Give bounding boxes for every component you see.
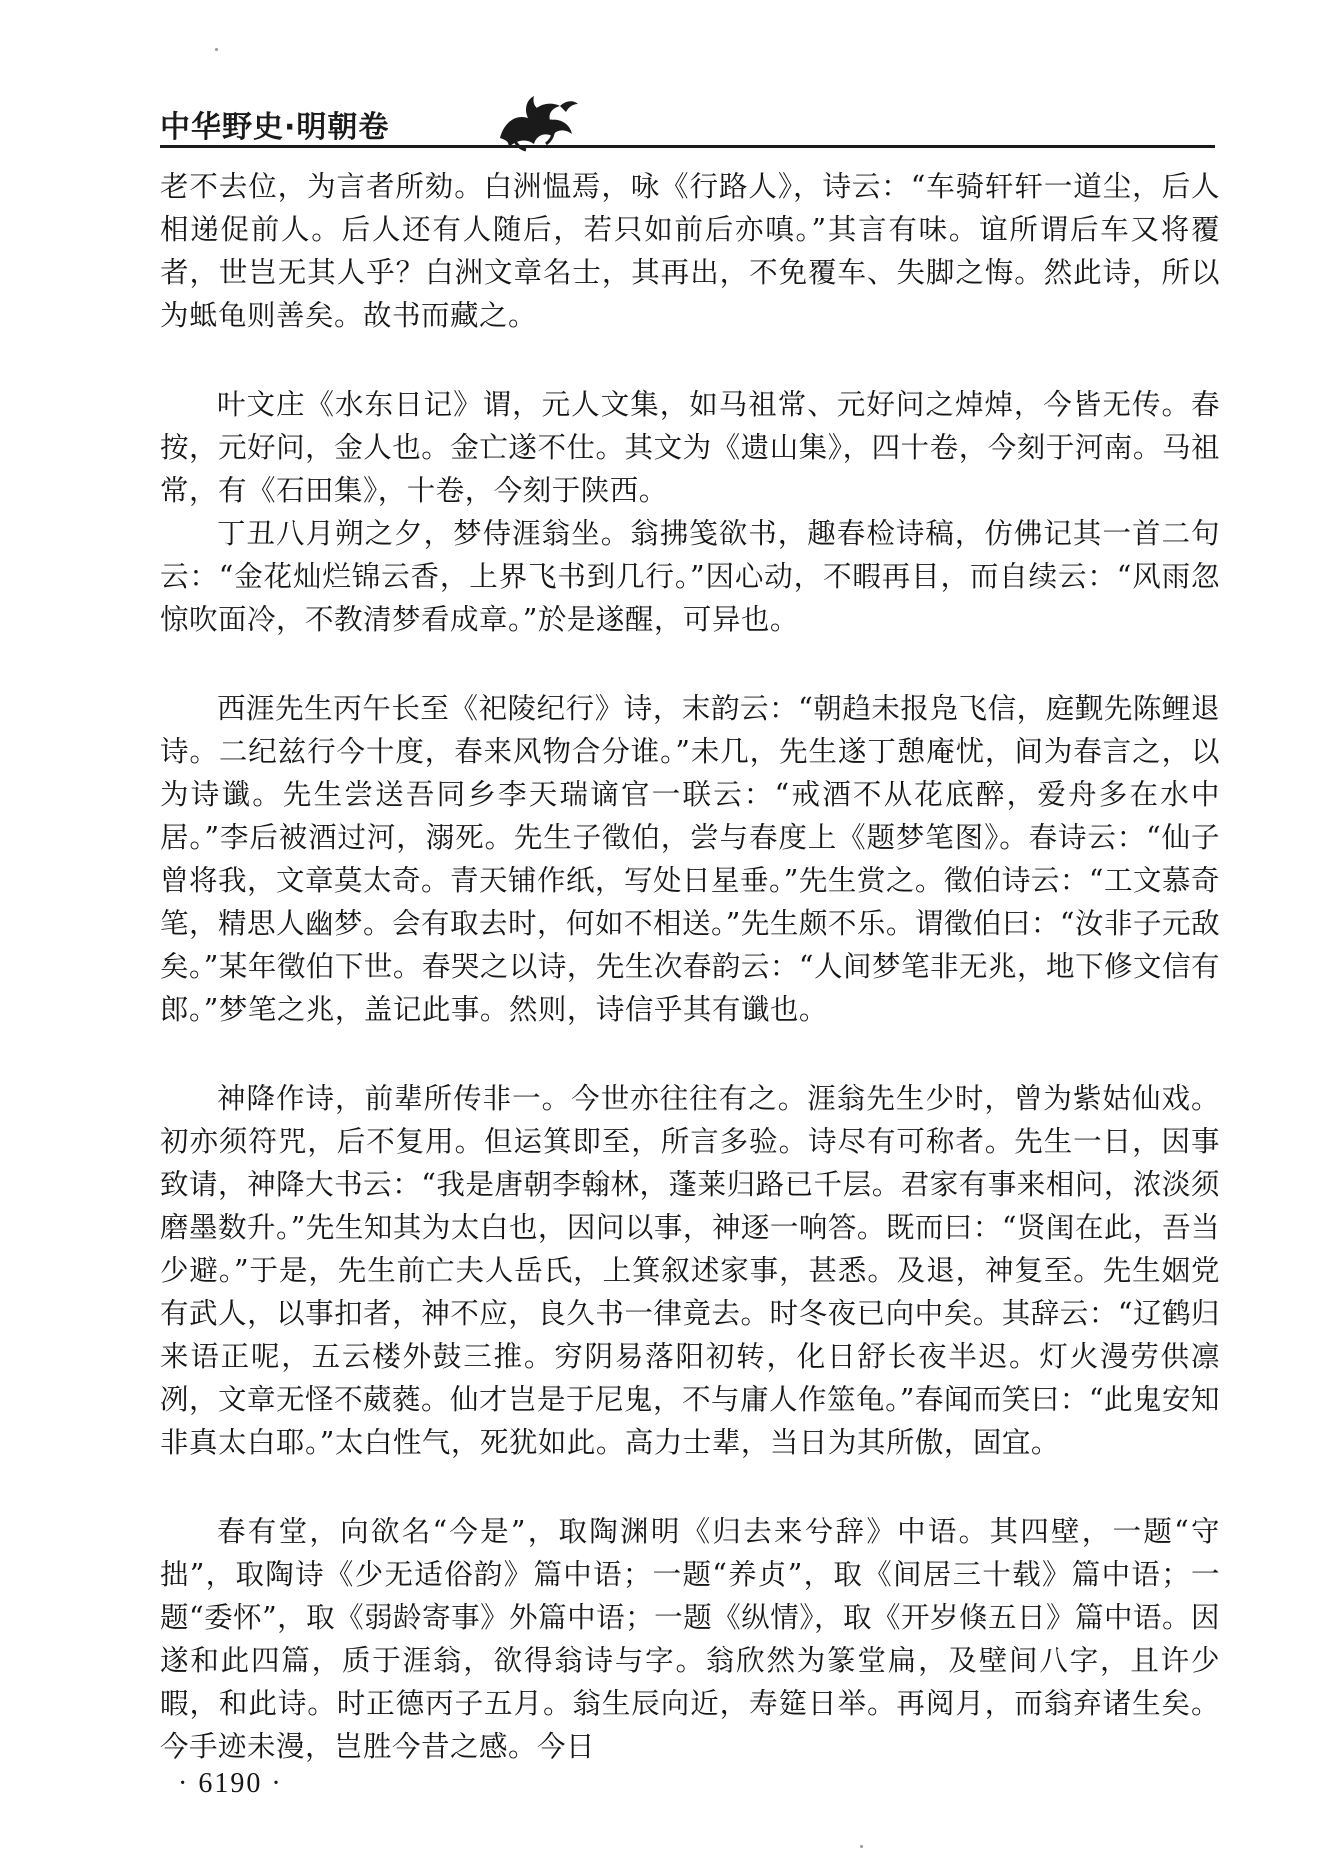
page-number: · 6190 · — [178, 1768, 283, 1799]
scan-speck — [860, 1845, 863, 1848]
paragraph: 老不去位，为言者所劾。白洲愠焉，咏《行路人》，诗云：“车骑轩轩一道尘，后人相递促前人。后人还有人随后，若只如前后亦嗔。”其言有味。谊所谓后车又将覆者，世岂无其人乎？白洲文章名士，其再出，不免覆车、失脚之悔。然此诗，所以为蚳龟则善矣。故书而藏之。 — [160, 170, 1220, 332]
book-title: 中华野史·明朝卷 — [160, 110, 390, 145]
header-rule — [160, 145, 1215, 148]
paragraph: 叶文庄《水东日记》谓，元人文集，如马祖常、元好问之焯焯，今皆无传。春按，元好问，金人也。金亡遂不仕。其文为《遗山集》，四十卷，今刻于河南。马祖常，有《石田集》，十卷，今刻于陕西。 — [160, 388, 1220, 507]
paragraph: 春有堂，向欲名“今是”，取陶渊明《归去来兮辞》中语。其四壁，一题“守拙”，取陶诗《少无适俗韵》篇中语；一题“养贞”，取《间居三十载》篇中语；一题“委怀”，取《弱龄寄事》外篇中语；一题《纵情》，取《开岁倏五日》篇中语。因遂和此四篇，质于涯翁，欲得翁诗与字。翁欣然为篆堂扁，及壁间八字，且许少暇，和此诗。时正德丙子五月。翁生辰向近，寿筵日举。再阅月，而翁弃诸生矣。今手迹未漫，岂胜今昔之感。今日 — [160, 1515, 1220, 1763]
paragraph: 神降作诗，前辈所传非一。今世亦往往有之。涯翁先生少时，曾为紫姑仙戏。初亦须符咒，后不复用。但运箕即至，所言多验。诗尽有可称者。先生一日，因事致请，神降大书云：“我是唐朝李翰林，蓬莱归路已千层。君家有事来相问，浓淡须磨墨数升。”先生知其为太白也，因问以事，神逐一响答。既而曰：“贤闺在此，吾当少避。”于是，先生前亡夫人岳氏，上箕叙述家事，甚悉。及退，神复至。先生姻党有武人，以事扣者，神不应，良久书一律竟去。时冬夜已向中矣。其辞云：“辽鹤归来语正呢，五云楼外鼓三推。穷阴易落阳初转，化日舒长夜半迟。灯火漫劳供凛冽，文章无怪不葳蕤。仙才岂是于尼鬼，不与庸人作筮龟。”春闻而笑曰：“此鬼安知非真太白耶。”太白性气，死犹如此。高力士辈，当日为其所傲，固宜。 — [160, 1082, 1220, 1459]
paragraph: 丁丑八月朔之夕，梦侍涯翁坐。翁拂笺欲书，趣春检诗稿，仿佛记其一首二句云：“金花灿烂锦云香，上界飞书到几行。”因心动，不暇再目，而自续云：“风雨忽惊吹面冷，不教清梦看成章。”於是遂醒，可异也。 — [160, 517, 1220, 636]
scan-speck — [215, 48, 218, 51]
paragraph: 西涯先生丙午长至《祀陵纪行》诗，末韵云：“朝趋未报凫飞信，庭觐先陈鲤退诗。二纪兹行今十度，春来风物合分谁。”未几，先生遂丁憩庵忧，间为春言之，以为诗谶。先生尝送吾同乡李天瑞谪官一联云：“戒酒不从花底醉，爱舟多在水中居。”李后被酒过河，溺死。先生子徵伯，尝与春度上《题梦笔图》。春诗云：“仙子曾将我，文章莫太奇。青天铺作纸，写处日星垂。”先生赏之。徵伯诗云：“工文慕奇笔，精思人幽梦。会有取去时，何如不相送。”先生颇不乐。谓徵伯曰：“汝非子元敌矣。”某年徵伯下世。春哭之以诗，先生次春韵云：“人间梦笔非无兆，地下修文信有郎。”梦笔之兆，盖记此事。然则，诗信乎其有谶也。 — [160, 692, 1220, 1026]
running-header — [160, 92, 1220, 162]
page-body — [160, 165, 1220, 1768]
